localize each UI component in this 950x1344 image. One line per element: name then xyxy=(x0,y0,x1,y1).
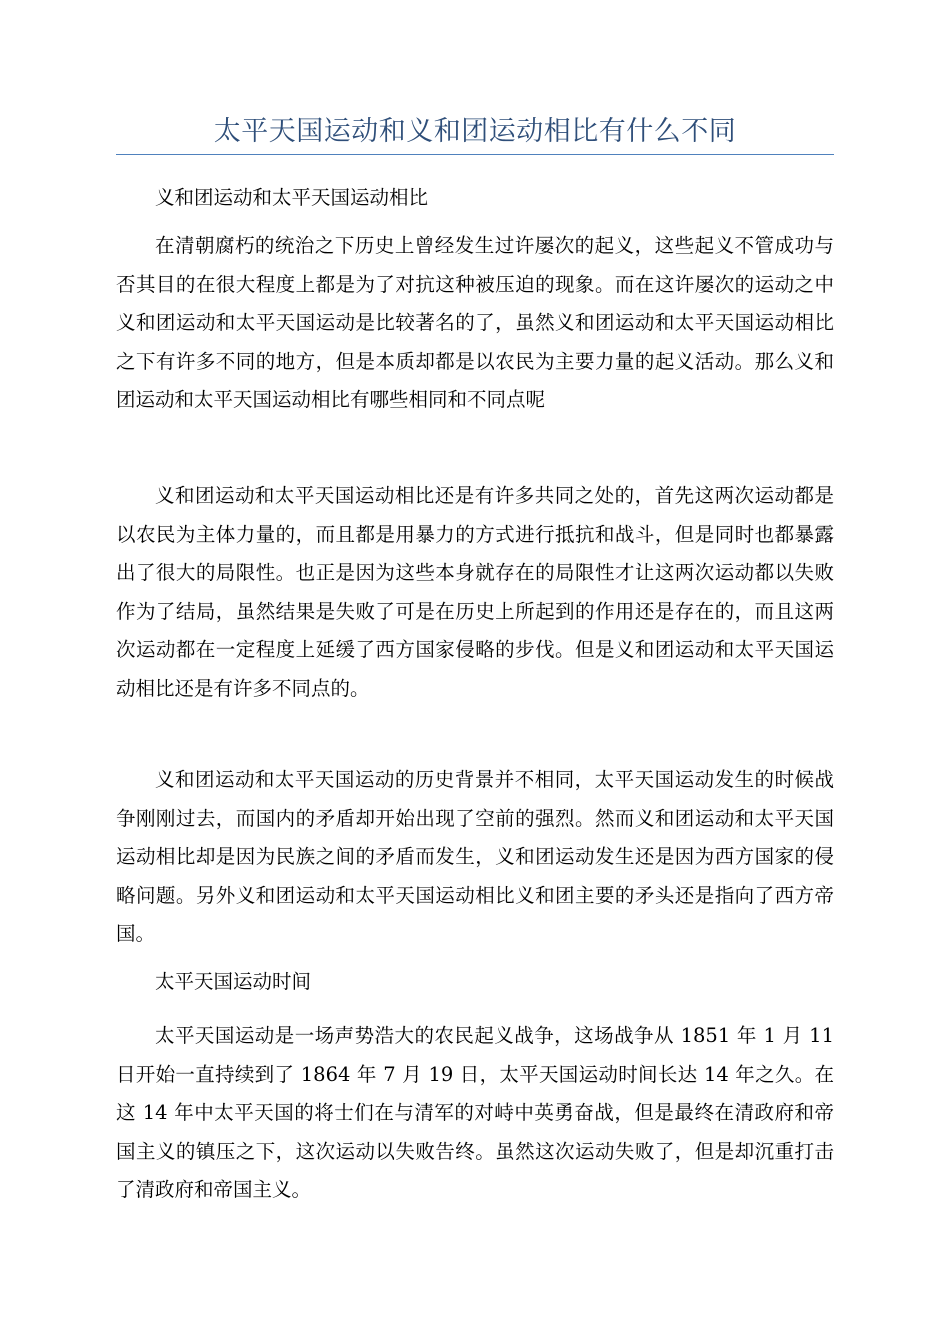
paragraph-similarities: 义和团运动和太平天国运动相比还是有许多共同之处的，首先这两次运动都是以农民为主体力量的，而且都是用暴力的方式进行抵抗和战斗，但是同时也都暴露出了很大的局限性。也正是因为这些本身就存在的局限性才让这两次运动都以失败作为了结局，虽然结果是失败了可是在历史上所起到的作用还是存在的，而且这两次运动都在一定程度上延缓了西方国家侵略的步伐。但是义和团运动和太平天国运动相比还是有许多不同点的。 xyxy=(116,484,834,700)
section-heading-timeline: 太平天国运动时间 xyxy=(155,970,312,993)
document-title: 太平天国运动和义和团运动相比有什么不同 xyxy=(213,116,737,147)
paragraph-differences: 义和团运动和太平天国运动的历史背景并不相同，太平天国运动发生的时候战争刚刚过去，而国内的矛盾却开始出现了空前的强烈。然而义和团运动和太平天国运动相比却是因为民族之间的矛盾而发生，义和团运动发生还是因为西方国家的侵略问题。另外义和团运动和太平天国运动相比义和团主要的矛头还是指向了西方帝国。 xyxy=(116,768,834,945)
paragraph-intro: 在清朝腐朽的统治之下历史上曾经发生过许屡次的起义，这些起义不管成功与否其目的在很大程度上都是为了对抗这种被压迫的现象。而在这许屡次的运动之中义和团运动和太平天国运动是比较著名的了，虽然义和团运动和太平天国运动相比之下有许多不同的地方，但是本质却都是以农民为主要力量的起义活动。那么义和团运动和太平天国运动相比有哪些相同和不同点呢 xyxy=(116,234,834,411)
section-heading-comparison: 义和团运动和太平天国运动相比 xyxy=(155,186,429,209)
paragraph-timeline: 太平天国运动是一场声势浩大的农民起义战争，这场战争从 1851 年 1 月 11 日开始一直持续到了 1864 年 7 月 19 日，太平天国运动时间长达 14 年之久。在这 14 年中太平天国的将士们在与清军的对峙中英勇奋战，但是最终在清政府和帝国主义的镇压之下，这次运动以失败告终。虽然这次运动失败了，但是却沉重打击了清政府和帝国主义。 xyxy=(116,1024,834,1201)
title-underline xyxy=(116,154,834,155)
